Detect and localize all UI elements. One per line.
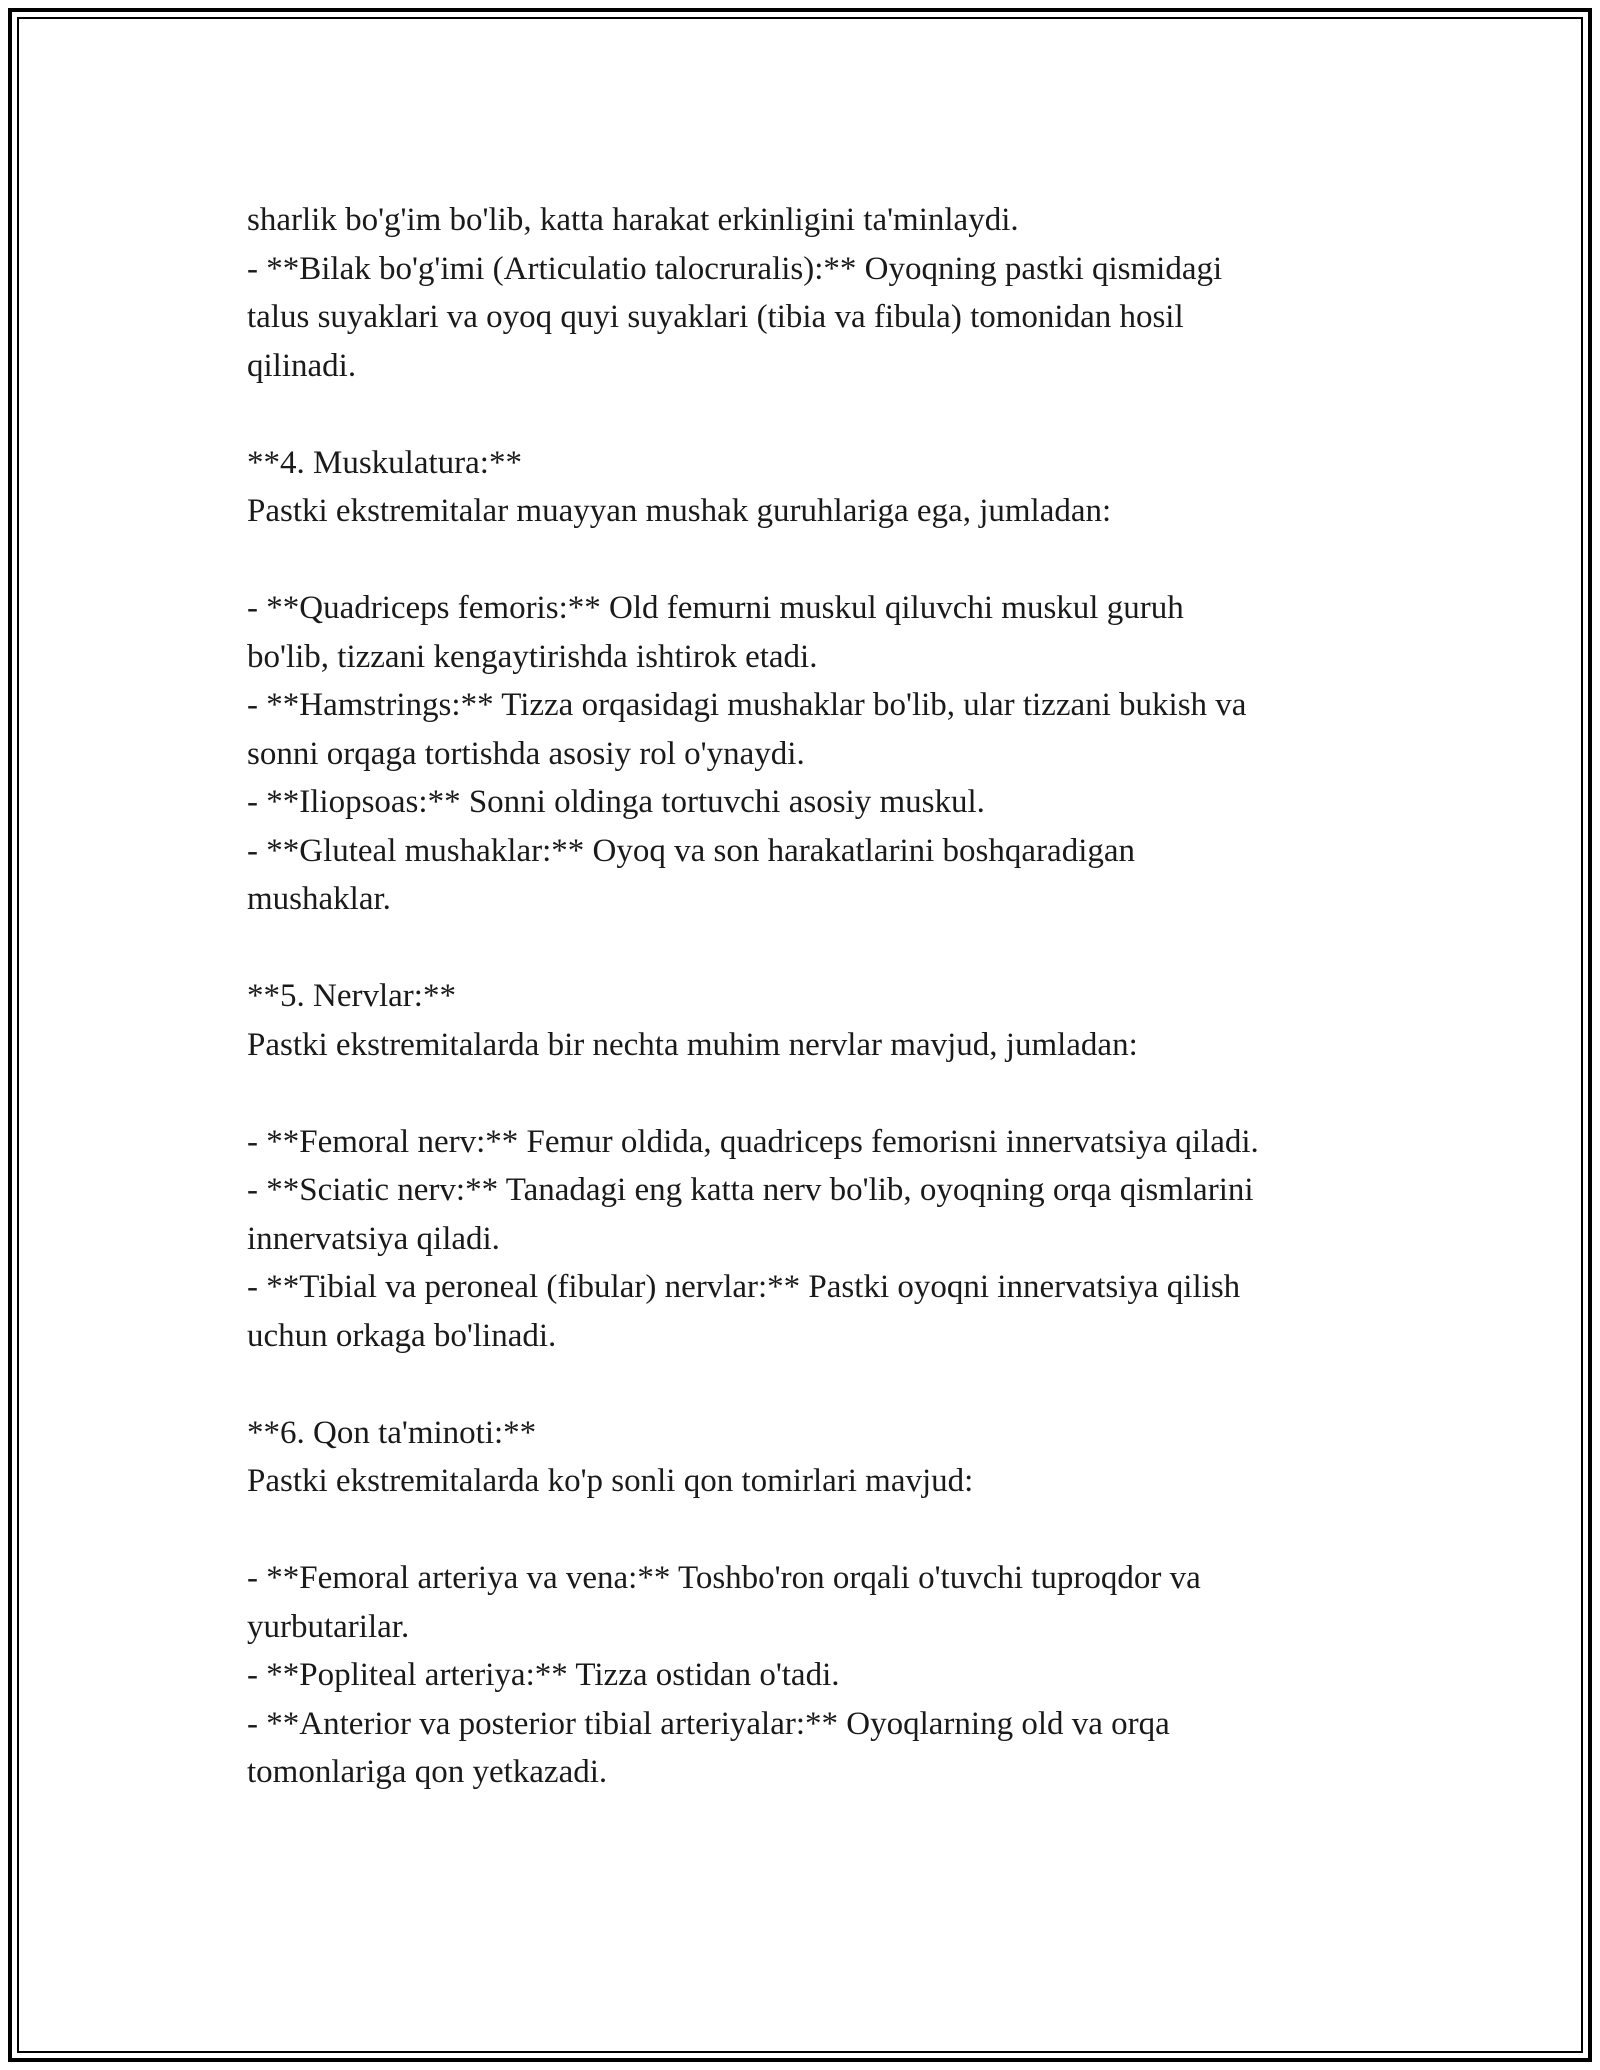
text-line: uchun orkaga bo'linadi. [247,1317,557,1354]
text-line: mushaklar. [247,881,391,917]
document-body [247,196,1387,1797]
text-line: yurbutarilar. [247,1608,410,1645]
section-heading-nervlar: **5. Nervlar:** [247,978,456,1014]
list-item-femoral-nerv: - **Femoral nerv:** Femur oldida, quadriceps femorisni innervatsiya qiladi. [247,1123,1259,1160]
section-intro: Pastki ekstremitalarda ko'p sonli qon tomirlari mavjud: [247,1463,974,1499]
text-line: sonni orqaga tortishda asosiy rol o'ynaydi. [247,735,805,772]
blank-line [247,390,1387,439]
section-heading-muskulatura: **4. Muskulatura:** [247,444,522,481]
list-item-bilak-start: - **Bilak bo'g'imi (Articulatio talocruralis):** Oyoqning pastki qismidagi [247,250,1223,287]
blank-line [247,536,1387,585]
list-item-popliteal: - **Popliteal arteriya:** Tizza ostidan o'tadi. [247,1657,840,1693]
list-item-femoral-arteriya: - **Femoral arteriya va vena:** Toshbo'ron orqali o'tuvchi tuproqdor va [247,1560,1201,1596]
text-line: sharlik bo'g'im bo'lib, katta harakat erkinligini ta'minlaydi. [247,202,1019,238]
text-line: innervatsiya qiladi. [247,1220,500,1257]
list-item-sciatic-nerv: - **Sciatic nerv:** Tanadagi eng katta nerv bo'lib, oyoqning orqa qismlarini [247,1172,1254,1208]
text-line: talus suyaklari va oyoq quyi suyaklari (tibia va fibula) tomonidan hosil [247,299,1184,335]
list-item-tibial-peroneal: - **Tibial va peroneal (fibular) nervlar:** Pastki oyoqni innervatsiya qilish [247,1269,1241,1305]
page-frame [8,8,1592,2062]
text-line: tomonlariga qon yetkazadi. [247,1754,608,1790]
blank-line [247,1069,1387,1118]
list-item-iliopsoas: - **Iliopsoas:** Sonni oldinga tortuvchi asosiy muskul. [247,784,985,820]
text-line: bo'lib, tizzani kengaytirishda ishtirok etadi. [247,638,818,675]
text-line: qilinadi. [247,347,357,384]
list-item-gluteal: - **Gluteal mushaklar:** Oyoq va son harakatlarini boshqaradigan [247,832,1136,869]
section-intro: Pastki ekstremitalarda bir nechta muhim nervlar mavjud, jumladan: [247,1026,1138,1063]
blank-line [247,924,1387,973]
blank-line [247,1360,1387,1409]
list-item-quadriceps: - **Quadriceps femoris:** Old femurni muskul qiluvchi muskul guruh [247,590,1184,626]
section-intro: Pastki ekstremitalar muayyan mushak guruhlariga ega, jumladan: [247,493,1112,529]
blank-line [247,1506,1387,1555]
section-heading-qon-taminoti: **6. Qon ta'minoti:** [247,1414,537,1451]
list-item-hamstrings: - **Hamstrings:** Tizza orqasidagi mushaklar bo'lib, ular tizzani bukish va [247,687,1247,723]
list-item-tibial-arteriyalar: - **Anterior va posterior tibial arteriyalar:** Oyoqlarning old va orqa [247,1705,1170,1742]
